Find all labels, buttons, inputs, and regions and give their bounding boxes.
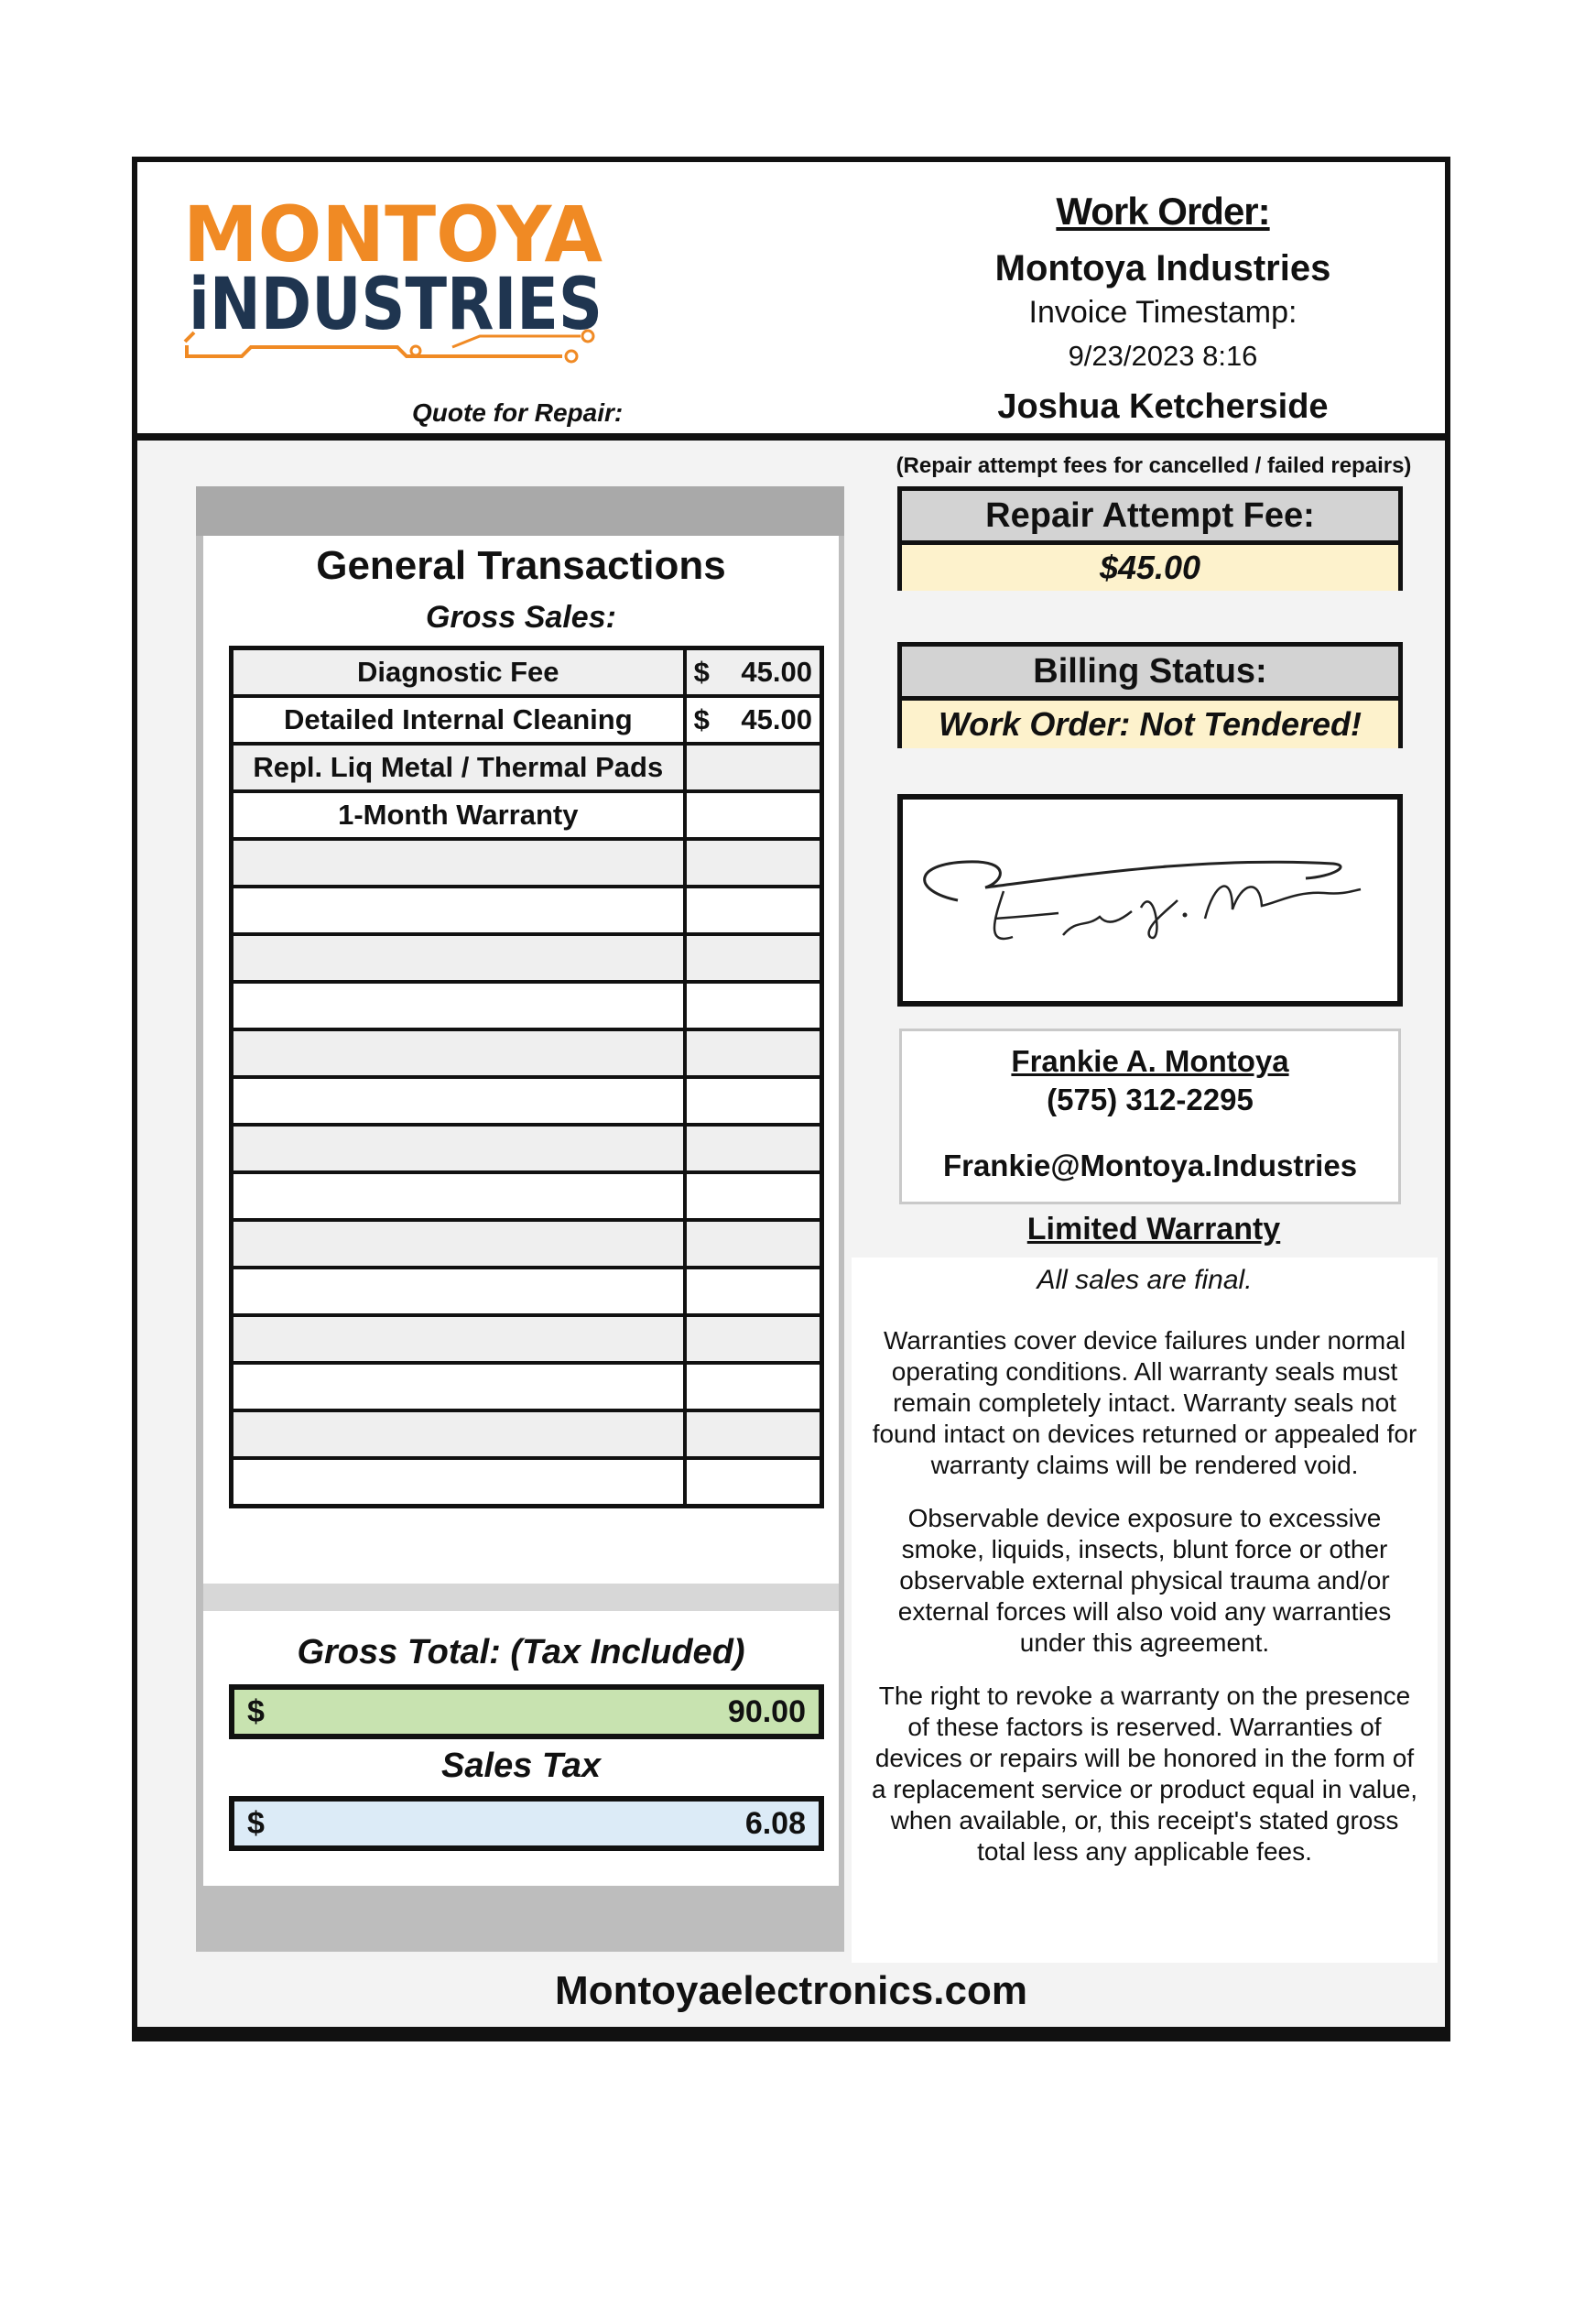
row-amount [685,1315,822,1363]
sales-tax-currency: $ [247,1805,265,1841]
timestamp-label: Invoice Timestamp: [1028,295,1297,330]
receipt-frame [132,157,1450,2041]
table-row-empty [232,934,822,982]
row-description [232,1077,685,1125]
work-order-block [888,190,1438,373]
customer-name: Joshua Ketcherside [997,387,1329,426]
timestamp-value: 9/23/2023 8:16 [1068,340,1258,372]
panel-divider [203,1584,839,1611]
row-amount [685,696,822,744]
table-row-empty [232,839,822,887]
row-amount-value: 45.00 [741,656,812,688]
contact-phone: (575) 312-2295 [1047,1083,1254,1116]
sales-tax-label: Sales Tax [441,1747,601,1785]
warranty-title[interactable]: Limited Warranty [1026,1212,1281,1246]
footer-website[interactable]: Montoyaelectronics.com [555,1968,1027,2013]
gross-total-label: Gross Total: (Tax Included) [297,1633,745,1671]
company-logo [178,190,617,364]
billing-status-value: Work Order: Not Tendered! [902,701,1398,748]
transactions-section [203,536,839,1584]
row-description [232,934,685,982]
row-description [232,1172,685,1220]
row-amount [685,1077,822,1125]
table-row-empty [232,1172,822,1220]
row-currency: $ [693,656,710,688]
table-row-empty [232,1363,822,1410]
totals-section [203,1611,839,1886]
repair-attempt-fee-box [897,486,1403,591]
row-description: Detailed Internal Cleaning [232,696,685,744]
warranty-paragraph-3: The right to revoke a warranty on the presence of these factors is reserved. Warranties of devices or repairs will be honored in the form of a replacement service or product equal in value, when available, or, this receipt's stated gross total less any applicable fees. [871,1682,1418,1866]
row-description [232,887,685,934]
gross-sales-label: Gross Sales: [426,600,616,635]
row-amount [685,982,822,1029]
transactions-title: General Transactions [316,543,726,588]
sales-tax-box [229,1796,824,1851]
row-description [232,1363,685,1410]
table-row-empty [232,1268,822,1315]
row-description [232,1029,685,1077]
billing-status-box [897,642,1403,748]
billing-status-label: Billing Status: [902,647,1398,701]
row-description: Diagnostic Fee [232,648,685,697]
warranty-paragraph-2: Observable device exposure to excessive smoke, liquids, insects, blunt force or other observable external physical trauma and/or external forces will also void any warranties under this agreement. [897,1504,1392,1657]
table-row-empty [232,1125,822,1172]
contact-email: Frankie@Montoya.Industries [942,1148,1358,1182]
table-row [232,791,822,839]
row-amount [685,791,822,839]
row-amount [685,1172,822,1220]
signature-box [897,794,1403,1007]
row-amount [685,648,822,697]
table-row-empty [232,887,822,934]
row-description [232,839,685,887]
row-description [232,1220,685,1268]
table-row-empty [232,1220,822,1268]
table-row [232,648,822,697]
row-amount [685,1125,822,1172]
row-amount [685,887,822,934]
warranty-panel [852,1257,1438,1963]
row-description: Repl. Liq Metal / Thermal Pads [232,744,685,791]
header [137,162,1445,441]
svg-text:MONTOYA: MONTOYA [183,190,603,279]
footer-bar [137,2027,1445,2036]
row-description [232,1458,685,1507]
work-order-title: Work Order: [1056,190,1270,233]
row-currency: $ [693,703,710,735]
table-row-empty [232,982,822,1029]
row-description [232,1410,685,1458]
svg-text:iNDUSTRIES: iNDUSTRIES [189,264,603,346]
table-row-empty [232,1315,822,1363]
row-amount [685,1458,822,1507]
row-description: 1-Month Warranty [232,791,685,839]
row-amount [685,1268,822,1315]
table-row-empty [232,1410,822,1458]
repair-fee-note: (Repair attempt fees for cancelled / failed repairs) [896,453,1412,478]
contact-name[interactable]: Frankie A. Montoya [1011,1044,1289,1078]
quote-for-repair-label: Quote for Repair: [412,398,624,427]
repair-attempt-fee-value: $45.00 [902,545,1398,591]
logo-graphic [178,190,617,364]
contact-card [899,1029,1401,1204]
row-amount [685,934,822,982]
row-amount-value: 45.00 [741,703,812,735]
row-amount [685,839,822,887]
signature-image [903,800,1397,1001]
table-row-empty [232,1458,822,1507]
row-description [232,1125,685,1172]
gross-total-currency: $ [247,1693,265,1729]
table-row-empty [232,1029,822,1077]
table-row-empty [232,1077,822,1125]
gross-total-box [229,1684,824,1739]
row-amount [685,1410,822,1458]
row-description [232,1268,685,1315]
warranty-paragraph-1: Warranties cover device failures under normal operating conditions. All warranty seals must remain completely intact. Warranty seals not found intact on devices returned or appealed for warranty claims will be rendered void. [872,1326,1417,1479]
table-row [232,696,822,744]
row-description [232,1315,685,1363]
sales-final-note: All sales are final. [1037,1265,1253,1295]
table-row [232,744,822,791]
row-amount [685,1363,822,1410]
row-description [232,982,685,1029]
transactions-panel [196,486,844,1952]
panel-top-bar [196,486,844,536]
transactions-table [229,646,824,1508]
row-amount [685,744,822,791]
gross-total-value: 90.00 [727,1693,806,1729]
company-name: Montoya Industries [994,248,1331,288]
row-amount [685,1029,822,1077]
repair-attempt-fee-label: Repair Attempt Fee: [902,491,1398,545]
sales-tax-value: 6.08 [744,1805,806,1841]
row-amount [685,1220,822,1268]
